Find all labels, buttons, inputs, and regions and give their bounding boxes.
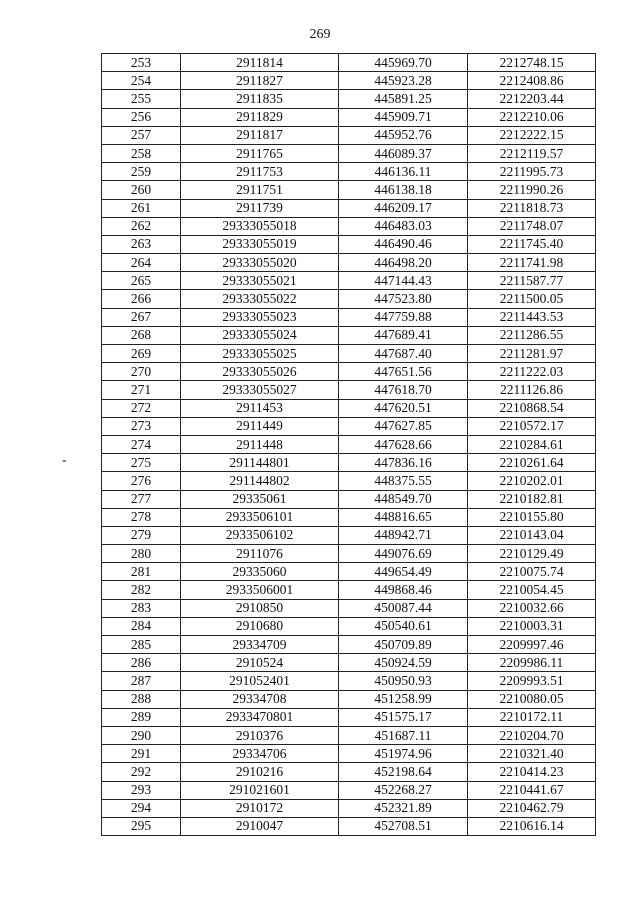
row-number-cell: 254 bbox=[102, 72, 181, 90]
x-coordinate-cell: 445923.28 bbox=[339, 72, 468, 90]
point-id-cell: 29333055021 bbox=[181, 272, 339, 290]
table-row bbox=[102, 326, 596, 344]
coordinates-table bbox=[101, 53, 596, 836]
x-coordinate-cell: 446136.11 bbox=[339, 163, 468, 181]
row-number-cell: 274 bbox=[102, 435, 181, 453]
row-number-cell: 290 bbox=[102, 726, 181, 744]
row-number-cell: 261 bbox=[102, 199, 181, 217]
point-id-cell: 2911449 bbox=[181, 417, 339, 435]
table-row bbox=[102, 490, 596, 508]
point-id-cell: 29333055018 bbox=[181, 217, 339, 235]
y-coordinate-cell: 2210155.80 bbox=[468, 508, 596, 526]
row-number-cell: 283 bbox=[102, 599, 181, 617]
table-row bbox=[102, 563, 596, 581]
point-id-cell: 2911453 bbox=[181, 399, 339, 417]
y-coordinate-cell: 2209993.51 bbox=[468, 672, 596, 690]
row-number-cell: 281 bbox=[102, 563, 181, 581]
y-coordinate-cell: 2211286.55 bbox=[468, 326, 596, 344]
x-coordinate-cell: 450709.89 bbox=[339, 636, 468, 654]
point-id-cell: 291021601 bbox=[181, 781, 339, 799]
y-coordinate-cell: 2210143.04 bbox=[468, 526, 596, 544]
point-id-cell: 2911829 bbox=[181, 108, 339, 126]
y-coordinate-cell: 2209997.46 bbox=[468, 636, 596, 654]
row-number-cell: 253 bbox=[102, 54, 181, 72]
point-id-cell: 2911076 bbox=[181, 545, 339, 563]
y-coordinate-cell: 2210129.49 bbox=[468, 545, 596, 563]
y-coordinate-cell: 2210003.31 bbox=[468, 617, 596, 635]
x-coordinate-cell: 450950.93 bbox=[339, 672, 468, 690]
row-number-cell: 278 bbox=[102, 508, 181, 526]
point-id-cell: 29333055022 bbox=[181, 290, 339, 308]
y-coordinate-cell: 2210172.11 bbox=[468, 708, 596, 726]
row-number-cell: 276 bbox=[102, 472, 181, 490]
y-coordinate-cell: 2210032.66 bbox=[468, 599, 596, 617]
x-coordinate-cell: 446138.18 bbox=[339, 181, 468, 199]
y-coordinate-cell: 2211500.05 bbox=[468, 290, 596, 308]
table-row bbox=[102, 290, 596, 308]
x-coordinate-cell: 450087.44 bbox=[339, 599, 468, 617]
table-row bbox=[102, 345, 596, 363]
row-number-cell: 269 bbox=[102, 345, 181, 363]
x-coordinate-cell: 447618.70 bbox=[339, 381, 468, 399]
row-number-cell: 285 bbox=[102, 636, 181, 654]
y-coordinate-cell: 2210284.61 bbox=[468, 435, 596, 453]
table-row bbox=[102, 690, 596, 708]
point-id-cell: 2910216 bbox=[181, 763, 339, 781]
x-coordinate-cell: 445952.76 bbox=[339, 126, 468, 144]
x-coordinate-cell: 447687.40 bbox=[339, 345, 468, 363]
point-id-cell: 2911751 bbox=[181, 181, 339, 199]
x-coordinate-cell: 451687.11 bbox=[339, 726, 468, 744]
x-coordinate-cell: 448549.70 bbox=[339, 490, 468, 508]
y-coordinate-cell: 2211443.53 bbox=[468, 308, 596, 326]
x-coordinate-cell: 448375.55 bbox=[339, 472, 468, 490]
y-coordinate-cell: 2210616.14 bbox=[468, 817, 596, 835]
row-number-cell: 262 bbox=[102, 217, 181, 235]
point-id-cell: 2911814 bbox=[181, 54, 339, 72]
x-coordinate-cell: 449076.69 bbox=[339, 545, 468, 563]
table-row bbox=[102, 526, 596, 544]
table-row bbox=[102, 672, 596, 690]
table-row bbox=[102, 617, 596, 635]
y-coordinate-cell: 2210080.05 bbox=[468, 690, 596, 708]
x-coordinate-cell: 447836.16 bbox=[339, 454, 468, 472]
row-number-cell: 255 bbox=[102, 90, 181, 108]
table-row bbox=[102, 599, 596, 617]
point-id-cell: 2910524 bbox=[181, 654, 339, 672]
table-row bbox=[102, 254, 596, 272]
point-id-cell: 29333055020 bbox=[181, 254, 339, 272]
x-coordinate-cell: 452198.64 bbox=[339, 763, 468, 781]
x-coordinate-cell: 447144.43 bbox=[339, 272, 468, 290]
y-coordinate-cell: 2210204.70 bbox=[468, 726, 596, 744]
y-coordinate-cell: 2211818.73 bbox=[468, 199, 596, 217]
row-number-cell: 267 bbox=[102, 308, 181, 326]
table-row bbox=[102, 708, 596, 726]
table-row bbox=[102, 381, 596, 399]
point-id-cell: 29333055026 bbox=[181, 363, 339, 381]
table-row bbox=[102, 508, 596, 526]
x-coordinate-cell: 452321.89 bbox=[339, 799, 468, 817]
y-coordinate-cell: 2210054.45 bbox=[468, 581, 596, 599]
stray-mark: - bbox=[62, 453, 67, 468]
row-number-cell: 257 bbox=[102, 126, 181, 144]
y-coordinate-cell: 2212748.15 bbox=[468, 54, 596, 72]
x-coordinate-cell: 447628.66 bbox=[339, 435, 468, 453]
point-id-cell: 29334708 bbox=[181, 690, 339, 708]
row-number-cell: 284 bbox=[102, 617, 181, 635]
row-number-cell: 287 bbox=[102, 672, 181, 690]
row-number-cell: 289 bbox=[102, 708, 181, 726]
point-id-cell: 29335061 bbox=[181, 490, 339, 508]
y-coordinate-cell: 2212222.15 bbox=[468, 126, 596, 144]
point-id-cell: 2910850 bbox=[181, 599, 339, 617]
point-id-cell: 2910047 bbox=[181, 817, 339, 835]
point-id-cell: 29333055024 bbox=[181, 326, 339, 344]
y-coordinate-cell: 2212119.57 bbox=[468, 144, 596, 162]
y-coordinate-cell: 2211587.77 bbox=[468, 272, 596, 290]
point-id-cell: 2911817 bbox=[181, 126, 339, 144]
row-number-cell: 282 bbox=[102, 581, 181, 599]
x-coordinate-cell: 449868.46 bbox=[339, 581, 468, 599]
point-id-cell: 291144802 bbox=[181, 472, 339, 490]
row-number-cell: 259 bbox=[102, 163, 181, 181]
table-row bbox=[102, 636, 596, 654]
x-coordinate-cell: 446498.20 bbox=[339, 254, 468, 272]
table-row bbox=[102, 545, 596, 563]
table-row bbox=[102, 799, 596, 817]
y-coordinate-cell: 2211745.40 bbox=[468, 235, 596, 253]
y-coordinate-cell: 2211990.26 bbox=[468, 181, 596, 199]
table-row bbox=[102, 417, 596, 435]
table-row bbox=[102, 126, 596, 144]
row-number-cell: 260 bbox=[102, 181, 181, 199]
x-coordinate-cell: 452708.51 bbox=[339, 817, 468, 835]
y-coordinate-cell: 2212210.06 bbox=[468, 108, 596, 126]
row-number-cell: 265 bbox=[102, 272, 181, 290]
y-coordinate-cell: 2212203.44 bbox=[468, 90, 596, 108]
x-coordinate-cell: 452268.27 bbox=[339, 781, 468, 799]
point-id-cell: 291052401 bbox=[181, 672, 339, 690]
x-coordinate-cell: 450540.61 bbox=[339, 617, 468, 635]
table-row bbox=[102, 217, 596, 235]
row-number-cell: 293 bbox=[102, 781, 181, 799]
x-coordinate-cell: 446483.03 bbox=[339, 217, 468, 235]
table-row bbox=[102, 817, 596, 835]
point-id-cell: 2911827 bbox=[181, 72, 339, 90]
table-row bbox=[102, 199, 596, 217]
y-coordinate-cell: 2210868.54 bbox=[468, 399, 596, 417]
x-coordinate-cell: 445891.25 bbox=[339, 90, 468, 108]
table-row bbox=[102, 54, 596, 72]
point-id-cell: 2910680 bbox=[181, 617, 339, 635]
row-number-cell: 277 bbox=[102, 490, 181, 508]
table-row bbox=[102, 454, 596, 472]
x-coordinate-cell: 447689.41 bbox=[339, 326, 468, 344]
point-id-cell: 2911765 bbox=[181, 144, 339, 162]
x-coordinate-cell: 451974.96 bbox=[339, 745, 468, 763]
point-id-cell: 2910172 bbox=[181, 799, 339, 817]
x-coordinate-cell: 449654.49 bbox=[339, 563, 468, 581]
point-id-cell: 2911753 bbox=[181, 163, 339, 181]
table-row bbox=[102, 272, 596, 290]
point-id-cell: 29334706 bbox=[181, 745, 339, 763]
row-number-cell: 279 bbox=[102, 526, 181, 544]
row-number-cell: 295 bbox=[102, 817, 181, 835]
point-id-cell: 2933506102 bbox=[181, 526, 339, 544]
point-id-cell: 2933470801 bbox=[181, 708, 339, 726]
y-coordinate-cell: 2210321.40 bbox=[468, 745, 596, 763]
x-coordinate-cell: 447759.88 bbox=[339, 308, 468, 326]
y-coordinate-cell: 2210572.17 bbox=[468, 417, 596, 435]
table-row bbox=[102, 472, 596, 490]
y-coordinate-cell: 2210441.67 bbox=[468, 781, 596, 799]
row-number-cell: 292 bbox=[102, 763, 181, 781]
x-coordinate-cell: 448816.65 bbox=[339, 508, 468, 526]
row-number-cell: 258 bbox=[102, 144, 181, 162]
point-id-cell: 2910376 bbox=[181, 726, 339, 744]
table-row bbox=[102, 144, 596, 162]
y-coordinate-cell: 2210202.01 bbox=[468, 472, 596, 490]
table-row bbox=[102, 581, 596, 599]
y-coordinate-cell: 2210414.23 bbox=[468, 763, 596, 781]
page-number: 269 bbox=[309, 27, 331, 42]
table-row bbox=[102, 90, 596, 108]
row-number-cell: 294 bbox=[102, 799, 181, 817]
row-number-cell: 268 bbox=[102, 326, 181, 344]
coordinates-table-body bbox=[102, 54, 596, 836]
table-row bbox=[102, 745, 596, 763]
y-coordinate-cell: 2212408.86 bbox=[468, 72, 596, 90]
point-id-cell: 2911739 bbox=[181, 199, 339, 217]
table-row bbox=[102, 235, 596, 253]
table-row bbox=[102, 435, 596, 453]
y-coordinate-cell: 2210462.79 bbox=[468, 799, 596, 817]
x-coordinate-cell: 445969.70 bbox=[339, 54, 468, 72]
x-coordinate-cell: 451258.99 bbox=[339, 690, 468, 708]
x-coordinate-cell: 450924.59 bbox=[339, 654, 468, 672]
point-id-cell: 29333055025 bbox=[181, 345, 339, 363]
point-id-cell: 29334709 bbox=[181, 636, 339, 654]
row-number-cell: 271 bbox=[102, 381, 181, 399]
point-id-cell: 29333055019 bbox=[181, 235, 339, 253]
y-coordinate-cell: 2211281.97 bbox=[468, 345, 596, 363]
x-coordinate-cell: 445909.71 bbox=[339, 108, 468, 126]
table-row bbox=[102, 72, 596, 90]
table-row bbox=[102, 781, 596, 799]
point-id-cell: 2911448 bbox=[181, 435, 339, 453]
x-coordinate-cell: 447651.56 bbox=[339, 363, 468, 381]
table-row bbox=[102, 726, 596, 744]
row-number-cell: 286 bbox=[102, 654, 181, 672]
y-coordinate-cell: 2209986.11 bbox=[468, 654, 596, 672]
y-coordinate-cell: 2211748.07 bbox=[468, 217, 596, 235]
point-id-cell: 2933506101 bbox=[181, 508, 339, 526]
y-coordinate-cell: 2210261.64 bbox=[468, 454, 596, 472]
x-coordinate-cell: 447523.80 bbox=[339, 290, 468, 308]
row-number-cell: 270 bbox=[102, 363, 181, 381]
point-id-cell: 2933506001 bbox=[181, 581, 339, 599]
row-number-cell: 263 bbox=[102, 235, 181, 253]
table-row bbox=[102, 308, 596, 326]
table-row bbox=[102, 399, 596, 417]
point-id-cell: 29333055027 bbox=[181, 381, 339, 399]
x-coordinate-cell: 446209.17 bbox=[339, 199, 468, 217]
point-id-cell: 2911835 bbox=[181, 90, 339, 108]
row-number-cell: 272 bbox=[102, 399, 181, 417]
row-number-cell: 288 bbox=[102, 690, 181, 708]
table-row bbox=[102, 181, 596, 199]
y-coordinate-cell: 2211995.73 bbox=[468, 163, 596, 181]
x-coordinate-cell: 446089.37 bbox=[339, 144, 468, 162]
x-coordinate-cell: 447627.85 bbox=[339, 417, 468, 435]
table-row bbox=[102, 654, 596, 672]
row-number-cell: 280 bbox=[102, 545, 181, 563]
y-coordinate-cell: 2211222.03 bbox=[468, 363, 596, 381]
row-number-cell: 266 bbox=[102, 290, 181, 308]
x-coordinate-cell: 446490.46 bbox=[339, 235, 468, 253]
row-number-cell: 273 bbox=[102, 417, 181, 435]
x-coordinate-cell: 448942.71 bbox=[339, 526, 468, 544]
row-number-cell: 256 bbox=[102, 108, 181, 126]
table-row bbox=[102, 163, 596, 181]
x-coordinate-cell: 451575.17 bbox=[339, 708, 468, 726]
row-number-cell: 275 bbox=[102, 454, 181, 472]
x-coordinate-cell: 447620.51 bbox=[339, 399, 468, 417]
y-coordinate-cell: 2210182.81 bbox=[468, 490, 596, 508]
point-id-cell: 29335060 bbox=[181, 563, 339, 581]
y-coordinate-cell: 2210075.74 bbox=[468, 563, 596, 581]
point-id-cell: 29333055023 bbox=[181, 308, 339, 326]
row-number-cell: 264 bbox=[102, 254, 181, 272]
point-id-cell: 291144801 bbox=[181, 454, 339, 472]
row-number-cell: 291 bbox=[102, 745, 181, 763]
y-coordinate-cell: 2211741.98 bbox=[468, 254, 596, 272]
y-coordinate-cell: 2211126.86 bbox=[468, 381, 596, 399]
table-row bbox=[102, 763, 596, 781]
table-row bbox=[102, 363, 596, 381]
table-row bbox=[102, 108, 596, 126]
